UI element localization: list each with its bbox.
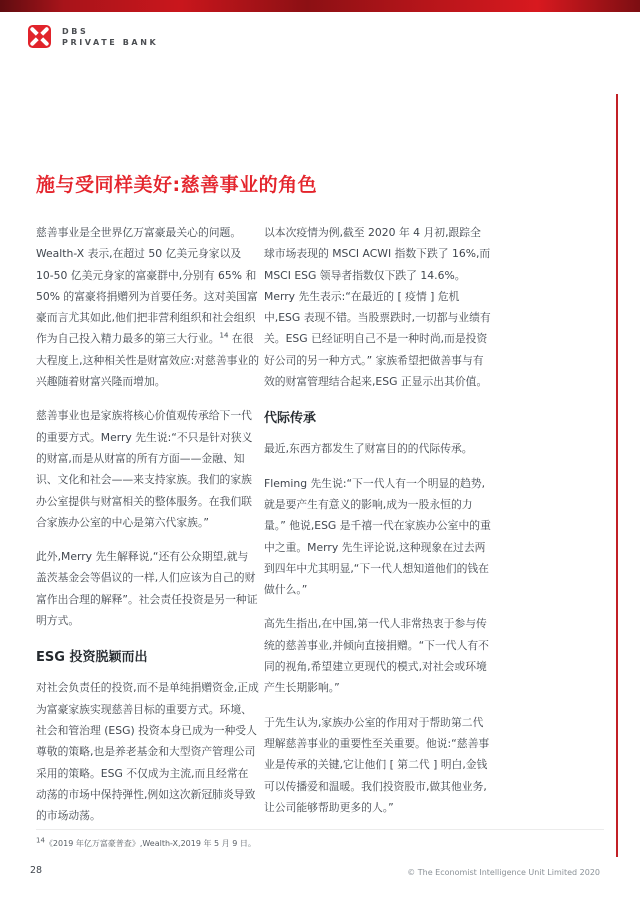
- bank-name: [62, 25, 158, 48]
- paragraph: 以本次疫情为例,截至 2020 年 4 月初,跟踪全球市场表现的 MSCI ACWI 指数下跌了 16%,而 MSCI ESG 领导者指数仅下跌了 14.6%。Merry 先生表示:“在最近的 [ 疫情 ] 危机中,ESG 表现不错。当股票跌时,一切都与业绩有关。ESG 已经证明自己不是一种时尚,而是投资好公司的另一种方式。” 家族希望把做善事与有效的财富管理结合起来,ESG 正显示出其价值。: [264, 226, 491, 389]
- bank-logo: [28, 25, 158, 48]
- copyright-notice: © The Economist Intelligence Unit Limited 2020: [407, 868, 600, 877]
- paragraph: 慈善事业也是家族将核心价值观传承给下一代的重要方式。Merry 先生说:“不只是针对狭义的财富,而是从财富的所有方面——金融、知识、文化和社会——来支持家族。我们的家族办公室提供与财富相关的整体服务。在我们联合家族办公室的中心是第六代家族。”: [36, 409, 253, 529]
- paragraph: 于先生认为,家族办公室的作用对于帮助第二代理解慈善事业的重要性至关重要。他说:“慈善事业是传承的关键,它让他们 [ 第二代 ] 明白,金钱可以传播爱和温暖。我们投资股市,做其他业务,让公司能够帮助更多的人。”: [264, 715, 490, 814]
- paragraph: Fleming 先生说:“下一代人有一个明显的趋势,就是要产生有意义的影响,成为一股永恒的力量。” 他说,ESG 是千禧一代在家族办公室中的重中之重。Merry 先生评论说,这种现象在过去两到四年中尤其明显,“下一代人想知道他们的钱在做什么。”: [264, 476, 491, 597]
- right-accent-line: [616, 94, 618, 857]
- paragraph: 最近,东西方都发生了财富目的的代际传承。: [264, 442, 473, 456]
- left-column: [36, 222, 259, 839]
- paragraph-text: 在很大程度上,这种相关性是财富效应:对慈善事业的兴趣随着财富兴隆而增加。: [36, 332, 260, 389]
- footnote: [36, 838, 556, 850]
- top-red-gradient-bar: [0, 0, 640, 12]
- page-number: 28: [30, 865, 43, 876]
- paragraph: 对社会负责任的投资,而不是单纯捐赠资金,正成为富豪家族实现慈善目标的重要方式。环境、社会和管治理 (ESG) 投资本身已成为一种受人尊敬的策略,也是养老基金和大型资产管理公司采用的策略。ESG 不仅成为主流,而且经常在动荡的市场中保持弹性,例如这次新冠肺炎导致的市场动荡。: [36, 681, 259, 823]
- bank-name-line1: DBS: [62, 27, 89, 36]
- paragraph: 高先生指出,在中国,第一代人非常热衷于参与传统的慈善事业,并倾向直接捐赠。“下一代人有不同的视角,希望建立更现代的模式,对社会或环境产生长期影响。”: [264, 617, 489, 695]
- footnote-text: 《2019 年亿万富豪普查》,Wealth-X,2019 年 5 月 9 日。: [44, 839, 256, 848]
- paragraph: 此外,Merry 先生解释说,“还有公众期望,就与盖茨基金会等倡议的一样,人们应该为自己的财富作出合理的解释”。社会责任投资是另一种证明方式。: [36, 550, 258, 628]
- right-column: [264, 222, 491, 831]
- footnote-reference: 14: [219, 331, 229, 340]
- dbs-logo-icon: [28, 25, 51, 48]
- footnote-number: 14: [36, 836, 45, 845]
- section-heading-succession: 代际传承: [264, 411, 317, 427]
- paragraph-text: 慈善事业是全世界亿万富豪最关心的问题。Wealth-X 表示,在超过 50 亿美元身家以及 10-50 亿美元身家的富豪群中,分别有 65% 和 50% 的富豪将捐赠列为首要任务。这对美国富豪而言尤其如此,他们把非营利组织和社会组织作为自己投入精力最多的第三大行业。: [36, 226, 258, 346]
- footnote-divider: [36, 829, 604, 830]
- article-title: 施与受同样美好:慈善事业的角色: [36, 173, 318, 196]
- paragraph: [36, 222, 259, 392]
- bank-name-line2: PRIVATE BANK: [62, 38, 159, 47]
- section-heading-esg: ESG 投资脱颖而出: [36, 650, 148, 666]
